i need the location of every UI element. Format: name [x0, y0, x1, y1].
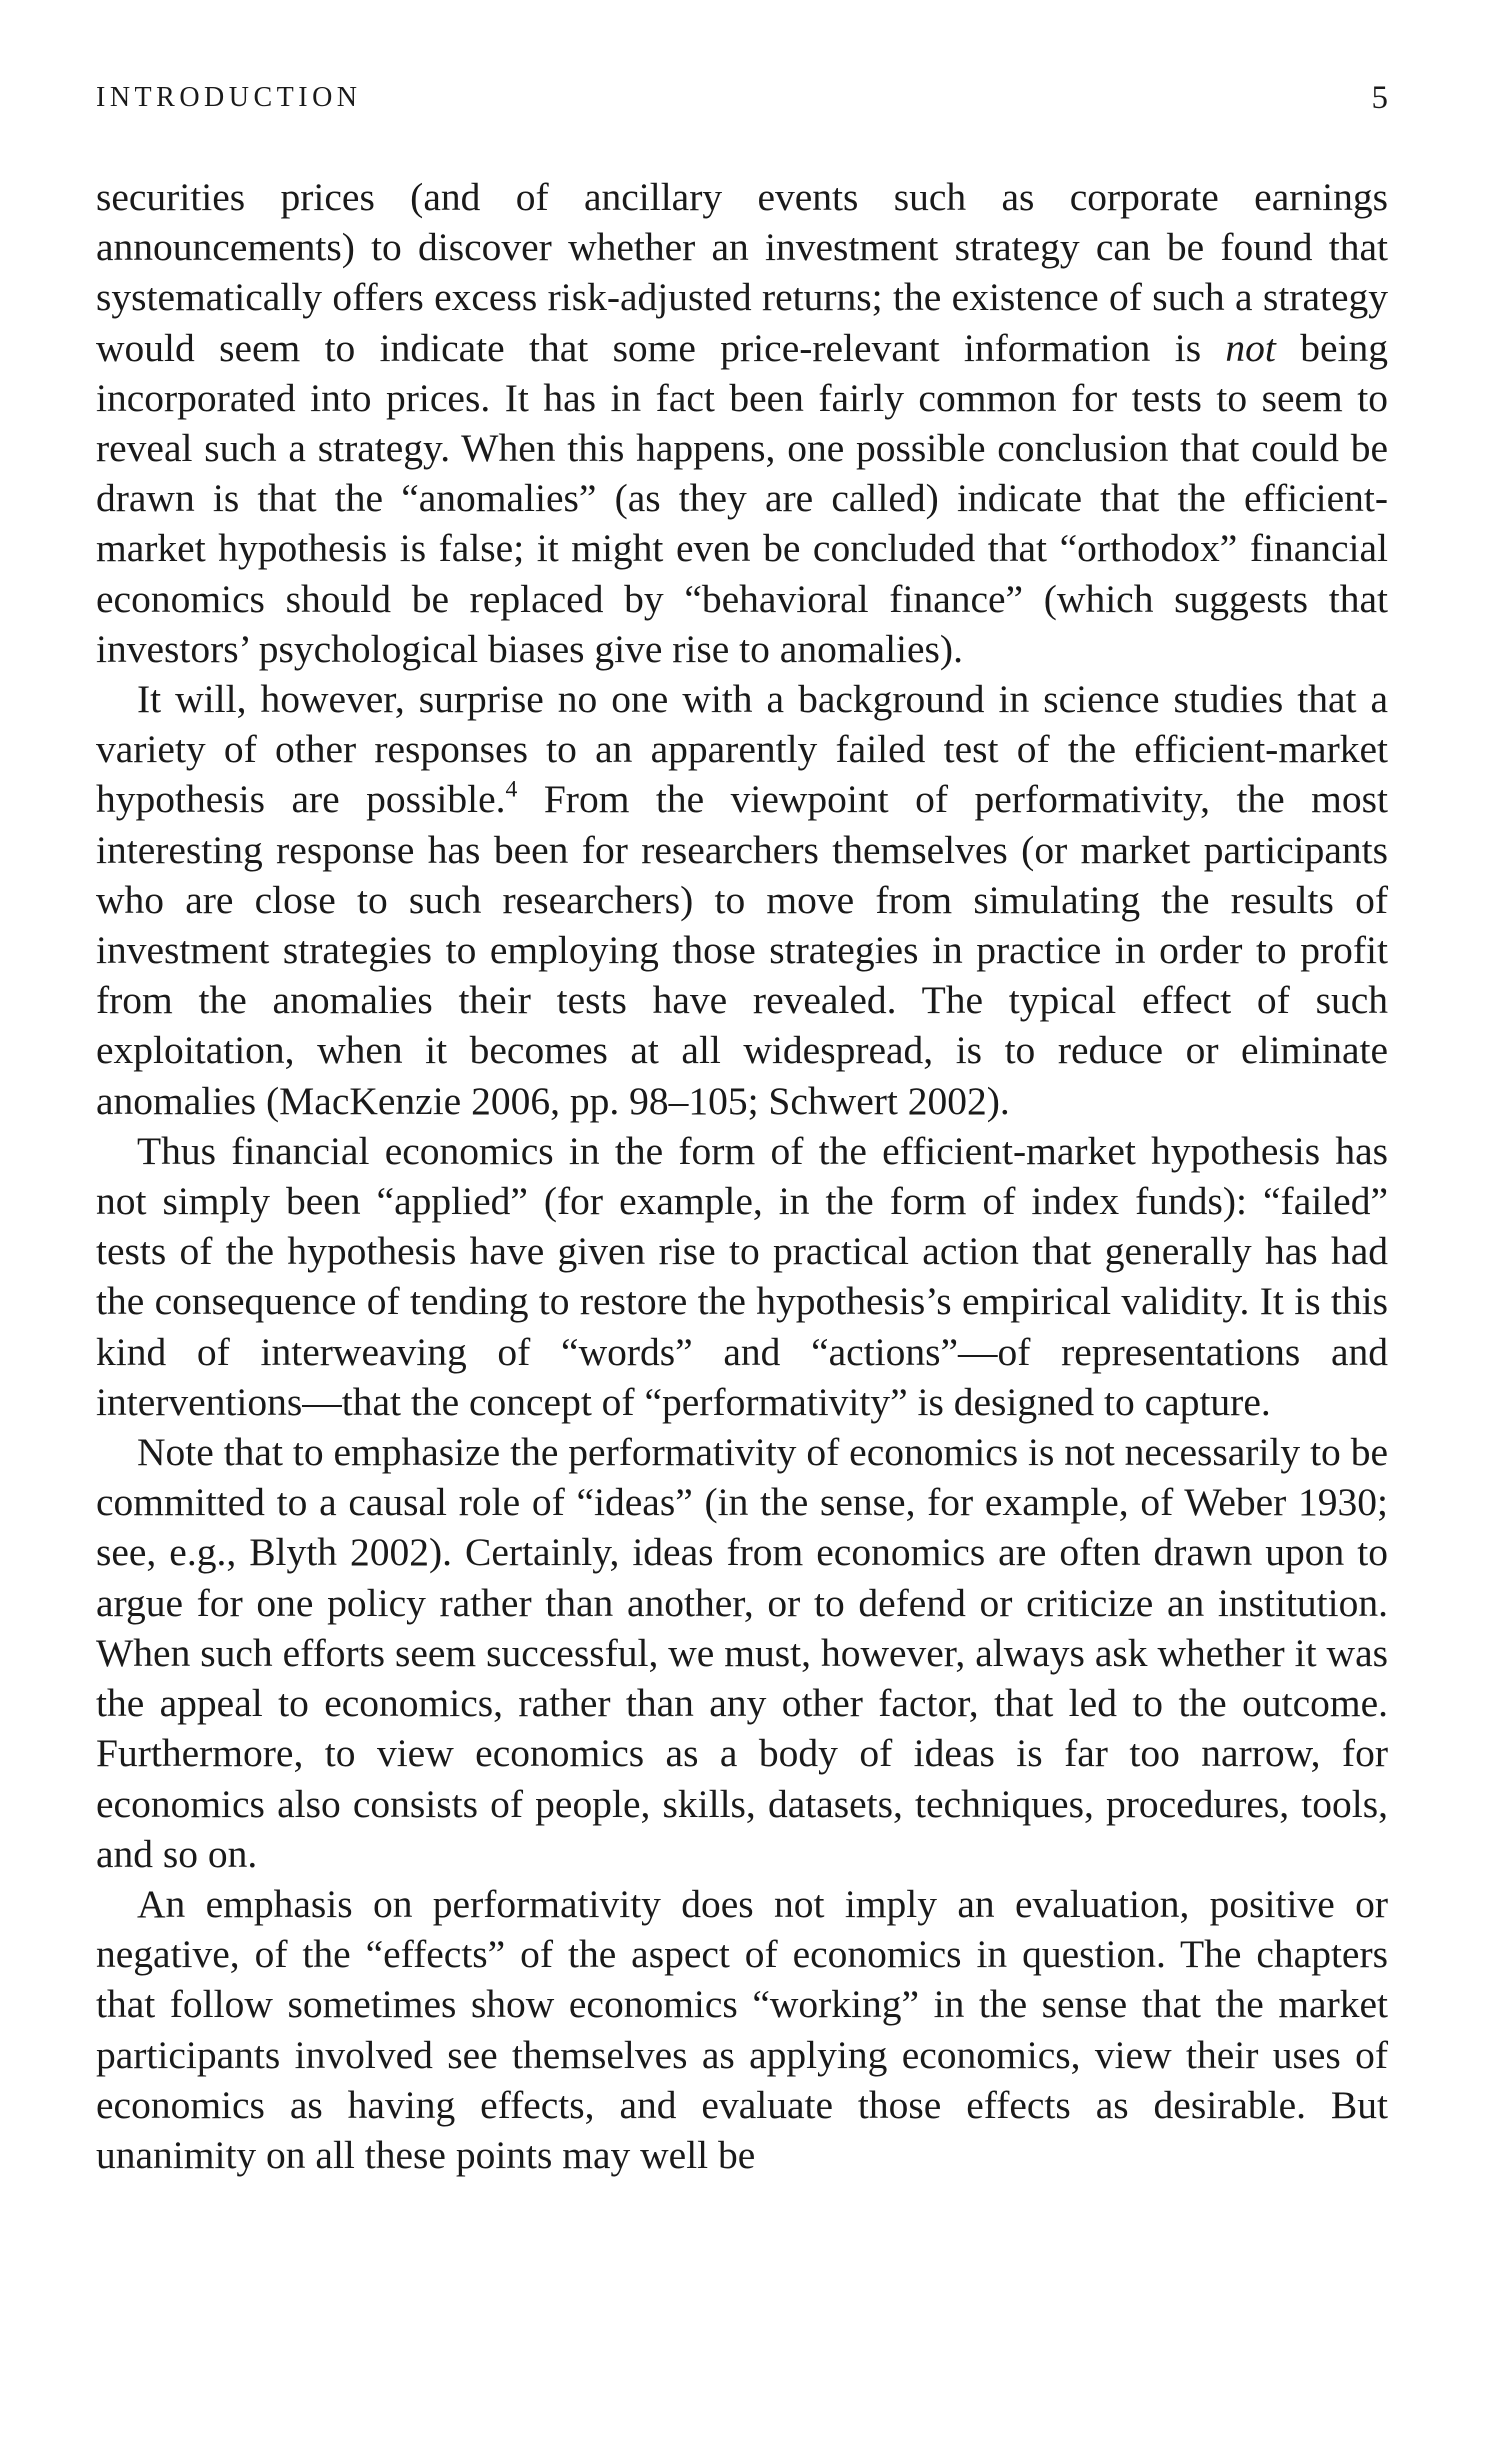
body-text — [96, 172, 1388, 2180]
paragraph-4: Note that to emphasize the performativity of economics is not necessarily to be committed to a causal role of “ideas” (in the sense, for example, of Weber 1930; see, e.g., Blyth 2002). Certainly, ideas from economics are often drawn upon to argue for one policy rather than another, or to defend or criticize an institution. When such efforts seem successful, we must, however, always ask whether it was the appeal to economics, rather than any other factor, that led to the outcome. Furthermore, to view economics as a body of ideas is far too narrow, for economics also consists of people, skills, datasets, techniques, procedures, tools, and so on. — [96, 1430, 1388, 1876]
emphasis-not: not — [1225, 325, 1276, 370]
paragraph-2-text-cont: From the viewpoint of performativity, the most interesting response has been for researchers themselves (or market participants who are close to such researchers) to move from simulating the results of investment strategies to employing those strategies in practice in order to profit from the anomalies their tests have revealed. The typical effect of such exploitation, when it becomes at all widespread, is to reduce or eliminate anomalies (MacKenzie 2006, pp. 98–105; Schwert 2002). — [96, 777, 1388, 1123]
paragraph-2 — [96, 674, 1388, 1126]
paragraph-2-text: It will, however, surprise no one with a background in science studies that a variety of other responses to an apparently failed test of the efficient-market hypothesis are possible. — [96, 677, 1388, 822]
running-title: INTRODUCTION — [96, 82, 362, 113]
paragraph-3: Thus financial economics in the form of the efficient-market hypothesis has not simply been “applied” (for example, in the form of index funds): “failed” tests of the hypothesis have given rise to practical action that generally has had the consequence of tending to restore the hypothesis’s empirical validity. It is this kind of interweaving of “words” and “actions”—of representations and interventions—that the concept of “performativity” is designed to capture. — [96, 1128, 1388, 1424]
paragraph-1-text-cont: being incorporated into prices. It has in fact been fairly common for tests to seem to reveal such a strategy. When this happens, one possible conclusion that could be drawn is that the “anomalies” (as they are called) indicate that the efficient-market hypothesis is false; it might even be concluded that “orthodox” financial economics should be replaced by “behavioral finance” (which suggests that investors’ psychological biases give rise to anomalies). — [96, 325, 1388, 671]
paragraph-1-text: securities prices (and of ancillary events such as corporate earnings announcements) to discover whether an investment strategy can be found that systematically offers excess risk-adjusted returns; the existence of such a strategy would seem to indicate that some price-relevant information is — [96, 175, 1388, 370]
footnote-marker: 4 — [505, 777, 518, 804]
paragraph-1 — [96, 172, 1388, 674]
running-head — [96, 76, 1388, 120]
page-number: 5 — [1371, 80, 1388, 116]
paragraph-5: An emphasis on performativity does not imply an evaluation, positive or negative, of the “effects” of the aspect of economics in question. The chapters that follow sometimes show economics “working” in the sense that the market participants involved see themselves as applying economics, view their uses of economics as having effects, and evaluate those effects as desirable. But unanimity on all these points may well be — [96, 1881, 1388, 2177]
book-page — [96, 0, 1388, 2455]
